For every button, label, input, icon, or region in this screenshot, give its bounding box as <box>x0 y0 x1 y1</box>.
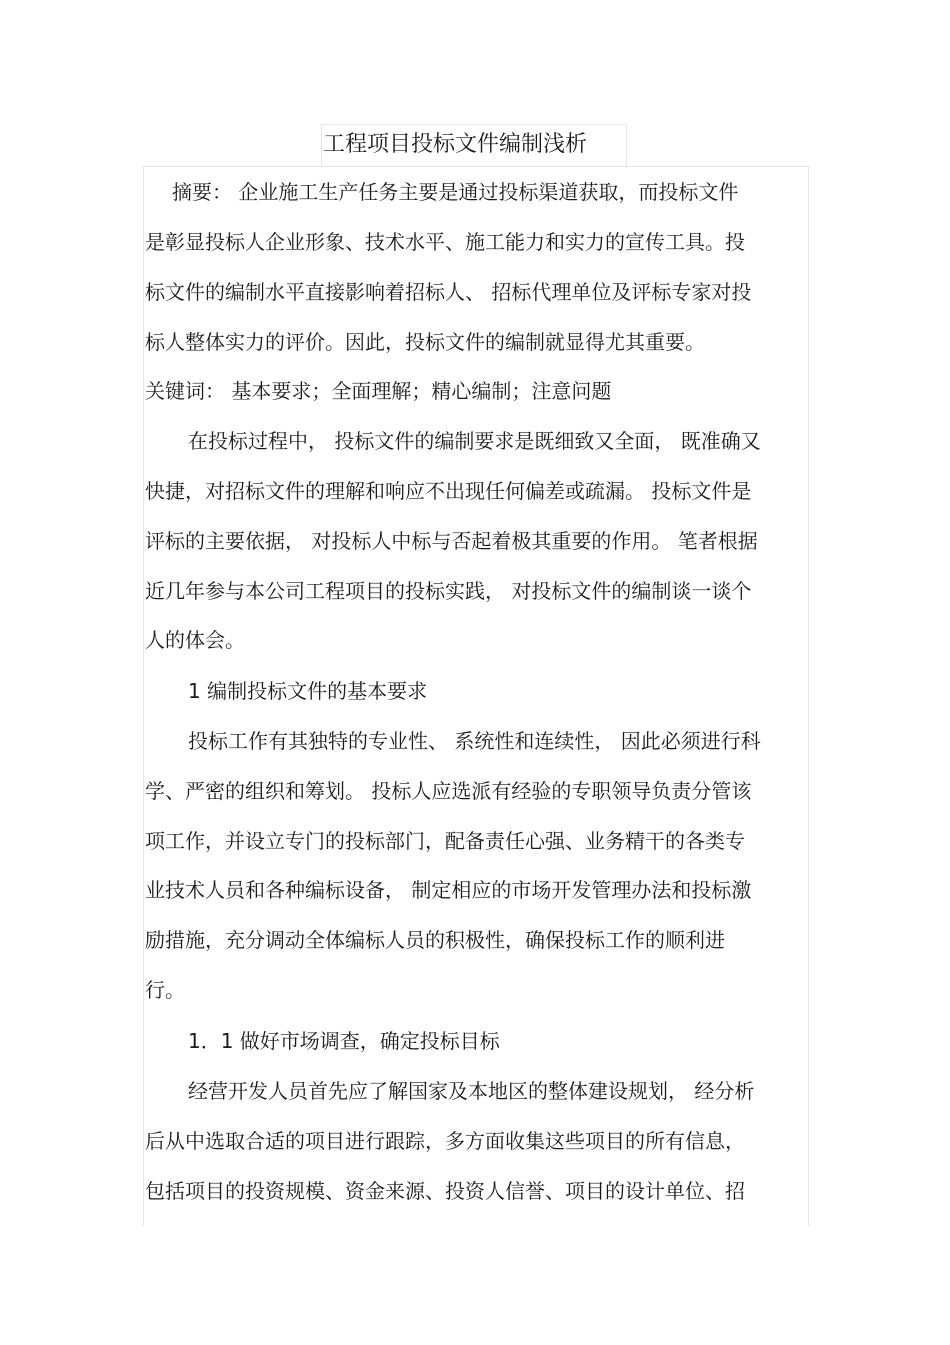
paragraph-line: 项工作，并设立专门的投标部门，配备责任心强、业务精干的各类专 <box>145 829 745 853</box>
paragraph-line: 励措施，充分调动全体编标人员的积极性，确保投标工作的顺利进 <box>145 928 725 952</box>
paragraph-line: 在投标过程中， 投标文件的编制要求是既细致又全面， 既准确又 <box>188 429 761 453</box>
keywords-line: 关键词： 基本要求；全面理解；精心编制；注意问题 <box>145 379 612 403</box>
page-title: 工程项目投标文件编制浅析 <box>323 132 588 157</box>
paragraph-line: 业技术人员和各种编标设备， 制定相应的市场开发管理办法和投标激 <box>145 878 752 902</box>
abstract-line: 标文件的编制水平直接影响着招标人、 招标代理单位及评标专家对投 <box>145 280 752 304</box>
paragraph-line: 评标的主要依据， 对投标人中标与否起着极其重要的作用。 笔者根据 <box>145 529 758 553</box>
subsection-heading: 1．1 做好市场调查，确定投标目标 <box>188 1029 500 1053</box>
paragraph-line: 学、严密的组织和筹划。 投标人应选派有经验的专职领导负责分管该 <box>145 779 752 803</box>
paragraph-line: 人的体会。 <box>145 628 245 652</box>
abstract-line: 摘要： 企业施工生产任务主要是通过投标渠道获取，而投标文件 <box>172 180 739 204</box>
paragraph-line: 投标工作有其独特的专业性、 系统性和连续性， 因此必须进行科 <box>188 729 761 753</box>
paragraph-line: 经营开发人员首先应了解国家及本地区的整体建设规划， 经分析 <box>188 1079 755 1103</box>
section-heading: 1 编制投标文件的基本要求 <box>188 679 428 703</box>
abstract-line: 标人整体实力的评价。因此，投标文件的编制就显得尤其重要。 <box>145 330 705 354</box>
paragraph-line: 后从中选取合适的项目进行跟踪，多方面收集这些项目的所有信息， <box>145 1129 745 1153</box>
paragraph-line: 行。 <box>145 978 185 1002</box>
paragraph-line: 近几年参与本公司工程项目的投标实践， 对投标文件的编制谈一谈个 <box>145 579 752 603</box>
abstract-line: 是彰显投标人企业形象、技术水平、施工能力和实力的宣传工具。投 <box>145 230 745 254</box>
paragraph-line: 快捷，对招标文件的理解和响应不出现任何偏差或疏漏。 投标文件是 <box>145 479 752 503</box>
paragraph-line: 包括项目的投资规模、资金来源、投资人信誉、项目的设计单位、招 <box>145 1179 745 1203</box>
